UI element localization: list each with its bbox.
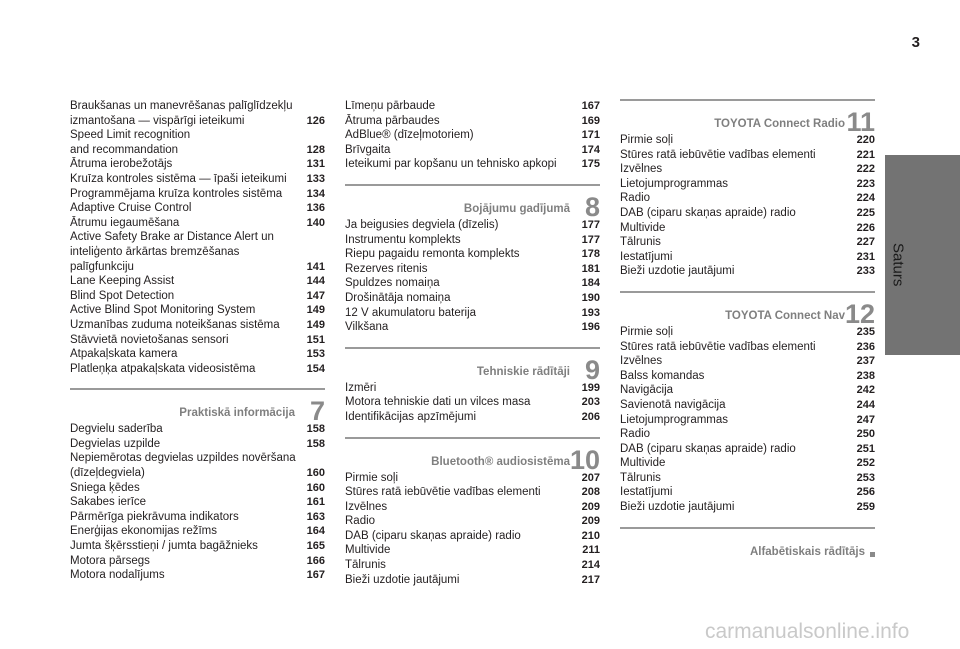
toc-entry-page: 236 — [856, 340, 875, 353]
toc-entry-title: Brīvgaita — [345, 143, 391, 156]
toc-entry-title: Radio — [345, 515, 376, 528]
toc-entry-page: 184 — [581, 277, 600, 290]
toc-entry[interactable] — [70, 245, 325, 260]
toc-entry-title: Navigācija — [620, 384, 674, 397]
toc-entry-page: 259 — [856, 501, 875, 514]
toc-entry-page: 196 — [581, 321, 600, 334]
toc-entry[interactable] — [620, 206, 875, 221]
toc-entry-title: Uzmanības zuduma noteikšanas sistēma — [70, 318, 280, 331]
toc-entry-title: Adaptive Cruise Control — [70, 202, 192, 215]
toc-entry[interactable] — [345, 320, 600, 335]
section-header[interactable] — [620, 291, 875, 329]
section-header[interactable] — [620, 527, 875, 560]
section-number: 10 — [569, 444, 600, 475]
toc-entry[interactable] — [70, 524, 325, 539]
toc-entry[interactable] — [620, 354, 875, 369]
toc-entry-page: 209 — [581, 515, 600, 528]
toc-entry[interactable] — [345, 247, 600, 262]
toc-entry[interactable] — [620, 398, 875, 413]
toc-entry[interactable] — [70, 318, 325, 333]
toc-entry-page: 238 — [856, 369, 875, 382]
toc-entry[interactable] — [620, 162, 875, 177]
toc-entry[interactable] — [70, 260, 325, 275]
toc-entry[interactable] — [345, 306, 600, 321]
toc-entry-page: 177 — [581, 233, 600, 246]
toc-entry-page: 227 — [856, 236, 875, 249]
toc-entry[interactable] — [620, 177, 875, 192]
toc-entry-page: 222 — [856, 163, 875, 176]
toc-entry[interactable] — [345, 128, 600, 143]
toc-entry-page: 210 — [581, 529, 600, 542]
toc-entry-title: Pirmie soļi — [345, 471, 399, 484]
toc-entry[interactable] — [345, 262, 600, 277]
toc-entry-page: 242 — [856, 384, 875, 397]
toc-entry[interactable] — [620, 264, 875, 279]
toc-entry[interactable] — [70, 303, 325, 318]
toc-entry[interactable] — [620, 340, 875, 355]
section-title: Tehniskie rādītāji — [476, 365, 570, 378]
toc-entry-title: Programmējama kruīza kontroles sistēma — [70, 187, 283, 200]
toc-entry[interactable] — [70, 172, 325, 187]
toc-column-1 — [70, 99, 325, 583]
section-number: 9 — [584, 354, 600, 385]
toc-entry-title: Multivide — [345, 544, 391, 557]
toc-entry[interactable] — [620, 369, 875, 384]
toc-entry-title: Identifikācijas apzīmējumi — [345, 410, 477, 423]
toc-column-3 — [620, 99, 875, 561]
toc-entry-title: Motora tehniskie dati un vilces masa — [345, 396, 531, 409]
toc-entry[interactable] — [620, 442, 875, 457]
toc-entry-title: Balss komandas — [620, 369, 705, 382]
square-bullet-icon — [870, 552, 875, 557]
toc-entry-title: Radio — [620, 192, 651, 205]
toc-entry-title: Pirmie soļi — [620, 325, 674, 338]
toc-entry-page: 131 — [306, 158, 325, 171]
toc-entry-page: 158 — [306, 423, 325, 436]
toc-entry[interactable] — [70, 568, 325, 583]
toc-entry-page: 136 — [306, 202, 325, 215]
toc-entry-title: Ātrumu iegaumēšana — [70, 216, 180, 229]
toc-entry-page: 160 — [306, 481, 325, 494]
toc-entry-title: Jumta šķērsstieņi / jumta bagāžnieks — [70, 540, 258, 553]
toc-entry-title: Bieži uzdotie jautājumi — [620, 265, 735, 278]
toc-entry-title: Bieži uzdotie jautājumi — [345, 573, 460, 586]
toc-entry-title: Blind Spot Detection — [70, 289, 175, 302]
toc-entry[interactable] — [70, 347, 325, 362]
toc-entry-title: Lietojumprogrammas — [620, 413, 729, 426]
toc-entry[interactable] — [345, 529, 600, 544]
toc-entry-page: 247 — [856, 413, 875, 426]
section-title: Praktiskā informācija — [179, 407, 295, 420]
toc-entry[interactable] — [620, 148, 875, 163]
toc-entry-page: 251 — [856, 442, 875, 455]
toc-entry-page: 133 — [306, 172, 325, 185]
toc-entry-page: 177 — [581, 218, 600, 231]
toc-entry-page: 140 — [306, 216, 325, 229]
toc-entry[interactable] — [345, 99, 600, 114]
toc-entry-page: 164 — [306, 525, 325, 538]
toc-entry-title: (dīzeļdegviela) — [70, 467, 145, 480]
toc-entry[interactable] — [70, 99, 325, 114]
toc-entry[interactable] — [345, 514, 600, 529]
toc-entry-page: 144 — [306, 275, 325, 288]
toc-entry-title: Ātruma ierobežotājs — [70, 158, 173, 171]
toc-entry[interactable] — [70, 466, 325, 481]
toc-entry-page: 193 — [581, 306, 600, 319]
toc-entry[interactable] — [345, 500, 600, 515]
toc-entry[interactable] — [70, 451, 325, 466]
toc-entry-title: Active Safety Brake ar Distance Alert un — [70, 231, 274, 244]
toc-entry-title: Pirmie soļi — [620, 134, 674, 146]
toc-entry-title: Bieži uzdotie jautājumi — [620, 501, 735, 514]
toc-entry-title: Savienotā navigācija — [620, 398, 726, 411]
toc-entry-page: 167 — [581, 100, 600, 112]
toc-entry-page: 225 — [856, 206, 875, 219]
toc-entry-page: 231 — [856, 250, 875, 263]
toc-entry[interactable] — [345, 573, 600, 588]
toc-entry-page: 181 — [581, 262, 600, 275]
toc-entry[interactable] — [620, 325, 875, 340]
toc-entry-title: Ieteikumi par kopšanu un tehnisko apkopi — [345, 158, 557, 171]
toc-entry-page: 147 — [306, 289, 325, 302]
section-title: Bojājumu gadījumā — [463, 202, 570, 215]
toc-entry-title: Izvēlnes — [620, 163, 663, 176]
toc-entry-title: Sniega ķēdes — [70, 481, 140, 494]
side-tab-label: Saturs — [889, 243, 907, 287]
toc-entry[interactable] — [345, 143, 600, 158]
toc-entry-title: Degvielu saderība — [70, 423, 163, 436]
toc-entry-title: Iestatījumi — [620, 250, 673, 263]
toc-entry-title: DAB (ciparu skaņas apraide) radio — [345, 529, 521, 542]
toc-entry[interactable] — [345, 485, 600, 500]
toc-entry-title: Riepu pagaidu remonta komplekts — [345, 248, 520, 261]
toc-entry-page: 253 — [856, 471, 875, 484]
toc-entry-title: Motora nodalījums — [70, 569, 165, 582]
toc-entry-page: 233 — [856, 265, 875, 278]
toc-entry-page: 161 — [306, 496, 325, 509]
section-header[interactable] — [620, 99, 875, 137]
toc-entry-page: 126 — [306, 114, 325, 127]
page-number: 3 — [911, 34, 920, 51]
toc-entry-title: Tālrunis — [620, 236, 661, 249]
toc-entry-page: 206 — [581, 410, 600, 423]
toc-entry[interactable] — [345, 471, 600, 486]
toc-entry-page: 141 — [306, 260, 325, 273]
toc-entry-title: Kruīza kontroles sistēma — īpaši ieteikumi — [70, 172, 287, 185]
toc-entry[interactable] — [345, 114, 600, 129]
toc-entry-title: and recommandation — [70, 143, 179, 156]
toc-entry-page: 209 — [581, 500, 600, 513]
toc-entry[interactable] — [70, 128, 325, 143]
toc-entry-page: 153 — [306, 348, 325, 361]
toc-entry-page: 175 — [581, 158, 600, 171]
toc-entry-page: 244 — [856, 398, 875, 411]
toc-entry[interactable] — [620, 485, 875, 500]
toc-entry-title: 12 V akumulatoru baterija — [345, 306, 477, 319]
toc-entry-title: Degvielas uzpilde — [70, 437, 161, 450]
toc-entry-page: 221 — [856, 148, 875, 161]
toc-column-2 — [345, 99, 600, 587]
toc-entry-page: 154 — [306, 362, 325, 375]
toc-entry[interactable] — [70, 114, 325, 129]
toc-entry-page: 235 — [856, 325, 875, 338]
toc-entry[interactable] — [620, 427, 875, 442]
section-number: 8 — [584, 191, 600, 222]
toc-entry[interactable] — [345, 233, 600, 248]
toc-entry-page: 178 — [581, 248, 600, 261]
toc-entry-page: 174 — [581, 143, 600, 156]
toc-entry[interactable] — [70, 157, 325, 172]
toc-entry-title: Izvēlnes — [345, 500, 388, 513]
toc-entry-page: 169 — [581, 114, 600, 127]
toc-entry-page: 224 — [856, 192, 875, 205]
toc-entry-title: Braukšanas un manevrēšanas palīglīdzekļu — [70, 100, 293, 112]
toc-entry-title: Multivide — [620, 457, 666, 470]
toc-entry[interactable] — [345, 291, 600, 306]
toc-entry[interactable] — [70, 539, 325, 554]
watermark: carmanualsonline.info — [705, 620, 910, 643]
toc-entry-title: Spuldzes nomaiņa — [345, 277, 440, 290]
toc-entry[interactable] — [70, 274, 325, 289]
toc-entry-title: izmantošana — vispārīgi ieteikumi — [70, 114, 245, 127]
toc-entry-page: 250 — [856, 428, 875, 441]
toc-entry[interactable] — [345, 410, 600, 425]
toc-entry-page: 211 — [582, 544, 600, 557]
toc-entry-page: 217 — [581, 573, 600, 586]
toc-entry[interactable] — [620, 500, 875, 515]
toc-entry-page: 171 — [581, 129, 600, 142]
toc-entry[interactable] — [70, 422, 325, 437]
toc-entry-title: Lietojumprogrammas — [620, 177, 729, 190]
toc-entry[interactable] — [70, 554, 325, 569]
toc-entry[interactable] — [70, 201, 325, 216]
toc-entry[interactable] — [345, 157, 600, 172]
toc-entry-page: 134 — [306, 187, 325, 200]
toc-entry-title: Sakabes ierīce — [70, 496, 147, 509]
toc-entry-title: DAB (ciparu skaņas apraide) radio — [620, 442, 796, 455]
toc-entry-title: Stāvvietā novietošanas sensori — [70, 333, 229, 346]
toc-entry-title: Stūres ratā iebūvētie vadības elementi — [620, 148, 816, 161]
toc-entry-page: 160 — [306, 467, 325, 480]
toc-entry[interactable] — [620, 221, 875, 236]
toc-entry-title: inteliģento ārkārtas bremzēšanas — [70, 245, 240, 258]
toc-entry-title: AdBlue® (dīzeļmotoriem) — [345, 129, 474, 142]
toc-entry-title: Nepiemērotas degvielas uzpildes novēršana — [70, 452, 296, 465]
toc-entry[interactable] — [70, 495, 325, 510]
toc-entry-page: 207 — [581, 471, 600, 484]
toc-entry-title: Enerģijas ekonomijas režīms — [70, 525, 218, 538]
toc-entry[interactable] — [70, 143, 325, 158]
toc-entry-title: Ātruma pārbaudes — [345, 114, 440, 127]
section-header[interactable] — [70, 388, 325, 427]
toc-entry[interactable] — [620, 456, 875, 471]
section-title: TOYOTA Connect Radio — [714, 118, 845, 130]
toc-entry-title: Drošinātāja nomaiņa — [345, 291, 451, 304]
toc-entry-page: 166 — [306, 554, 325, 567]
toc-entry[interactable] — [70, 437, 325, 452]
toc-entry-page: 165 — [306, 540, 325, 553]
toc-entry-title: Izmēri — [345, 381, 377, 394]
toc-entry-title: Tālrunis — [620, 471, 661, 484]
section-title: Alfabētiskais rādītājs — [749, 545, 865, 558]
toc-entry[interactable] — [70, 362, 325, 377]
toc-entry-page: 203 — [581, 396, 600, 409]
toc-entry-page: 163 — [306, 510, 325, 523]
toc-entry[interactable] — [70, 216, 325, 231]
section-number: 7 — [309, 396, 325, 427]
toc-entry-title: Vilkšana — [345, 321, 389, 334]
toc-entry-title: DAB (ciparu skaņas apraide) radio — [620, 206, 796, 219]
toc-entry-title: Izvēlnes — [620, 355, 663, 368]
toc-entry-page: 252 — [856, 457, 875, 470]
toc-entry[interactable] — [620, 235, 875, 250]
toc-entry-title: Instrumentu komplekts — [345, 233, 461, 246]
toc-entry-page: 199 — [581, 381, 600, 394]
toc-entry-page: 128 — [306, 143, 325, 156]
toc-entry-page: 151 — [306, 333, 325, 346]
toc-entry-title: Ja beigusies degviela (dīzelis) — [345, 218, 499, 231]
toc-entry-title: Active Blind Spot Monitoring System — [70, 304, 256, 317]
section-title: TOYOTA Connect Nav — [725, 309, 845, 322]
toc-entry-page: 167 — [306, 569, 325, 582]
toc-entry-page: 158 — [306, 437, 325, 450]
toc-entry-title: Platleņķa atpakaļskata videosistēma — [70, 362, 256, 375]
toc-entry-title: Atpakaļskata kamera — [70, 348, 178, 361]
toc-entry-title: Stūres ratā iebūvētie vadības elementi — [345, 486, 541, 499]
toc-entry[interactable] — [70, 187, 325, 202]
toc-entry[interactable] — [620, 471, 875, 486]
toc-entry[interactable] — [620, 250, 875, 265]
toc-entry[interactable] — [70, 481, 325, 496]
toc-entry[interactable] — [345, 218, 600, 233]
section-number: 12 — [844, 298, 875, 329]
toc-entry-title: Līmeņu pārbaude — [345, 100, 436, 112]
section-title: Bluetooth® audiosistēma — [431, 455, 570, 468]
toc-entry-title: Stūres ratā iebūvētie vadības elementi — [620, 340, 816, 353]
toc-entry-page: 149 — [306, 318, 325, 331]
toc-entry[interactable] — [345, 543, 600, 558]
toc-entry-page: 220 — [856, 134, 875, 146]
toc-entry-title: Rezerves ritenis — [345, 262, 428, 275]
toc-entry[interactable] — [620, 413, 875, 428]
toc-entry[interactable] — [345, 558, 600, 573]
section-header[interactable] — [345, 184, 600, 222]
toc-entry[interactable] — [70, 289, 325, 304]
toc-entry-title: Motora pārsegs — [70, 554, 150, 567]
toc-entry[interactable] — [70, 333, 325, 348]
toc-entry-title: palīgfunkciju — [70, 260, 134, 273]
toc-entry-title: Radio — [620, 428, 651, 441]
toc-entry[interactable] — [620, 383, 875, 398]
toc-entry-page: 208 — [581, 486, 600, 499]
toc-entry-page: 226 — [856, 221, 875, 234]
toc-entry-title: Iestatījumi — [620, 486, 673, 499]
toc-entry-title: Lane Keeping Assist — [70, 275, 175, 288]
toc-entry-title: Speed Limit recognition — [70, 129, 191, 142]
toc-entry[interactable] — [620, 191, 875, 206]
toc-entry-title: Pārmērīga piekrāvuma indikators — [70, 510, 239, 523]
toc-entry-page: 190 — [581, 291, 600, 304]
toc-entry[interactable] — [70, 230, 325, 245]
toc-entry-page: 149 — [306, 304, 325, 317]
toc-entry[interactable] — [70, 510, 325, 525]
toc-entry-title: Multivide — [620, 221, 666, 234]
toc-entry-page: 214 — [581, 559, 600, 572]
toc-entry-page: 223 — [856, 177, 875, 190]
toc-entry[interactable] — [345, 395, 600, 410]
toc-entry-title: Tālrunis — [345, 559, 386, 572]
toc-entry-page: 237 — [856, 355, 875, 368]
section-header[interactable] — [345, 347, 600, 385]
toc-entry[interactable] — [620, 133, 875, 148]
section-number: 11 — [846, 107, 875, 137]
toc-entry-page: 256 — [856, 486, 875, 499]
section-header[interactable] — [345, 437, 600, 475]
toc-entry[interactable] — [345, 276, 600, 291]
toc-entry[interactable] — [345, 381, 600, 396]
